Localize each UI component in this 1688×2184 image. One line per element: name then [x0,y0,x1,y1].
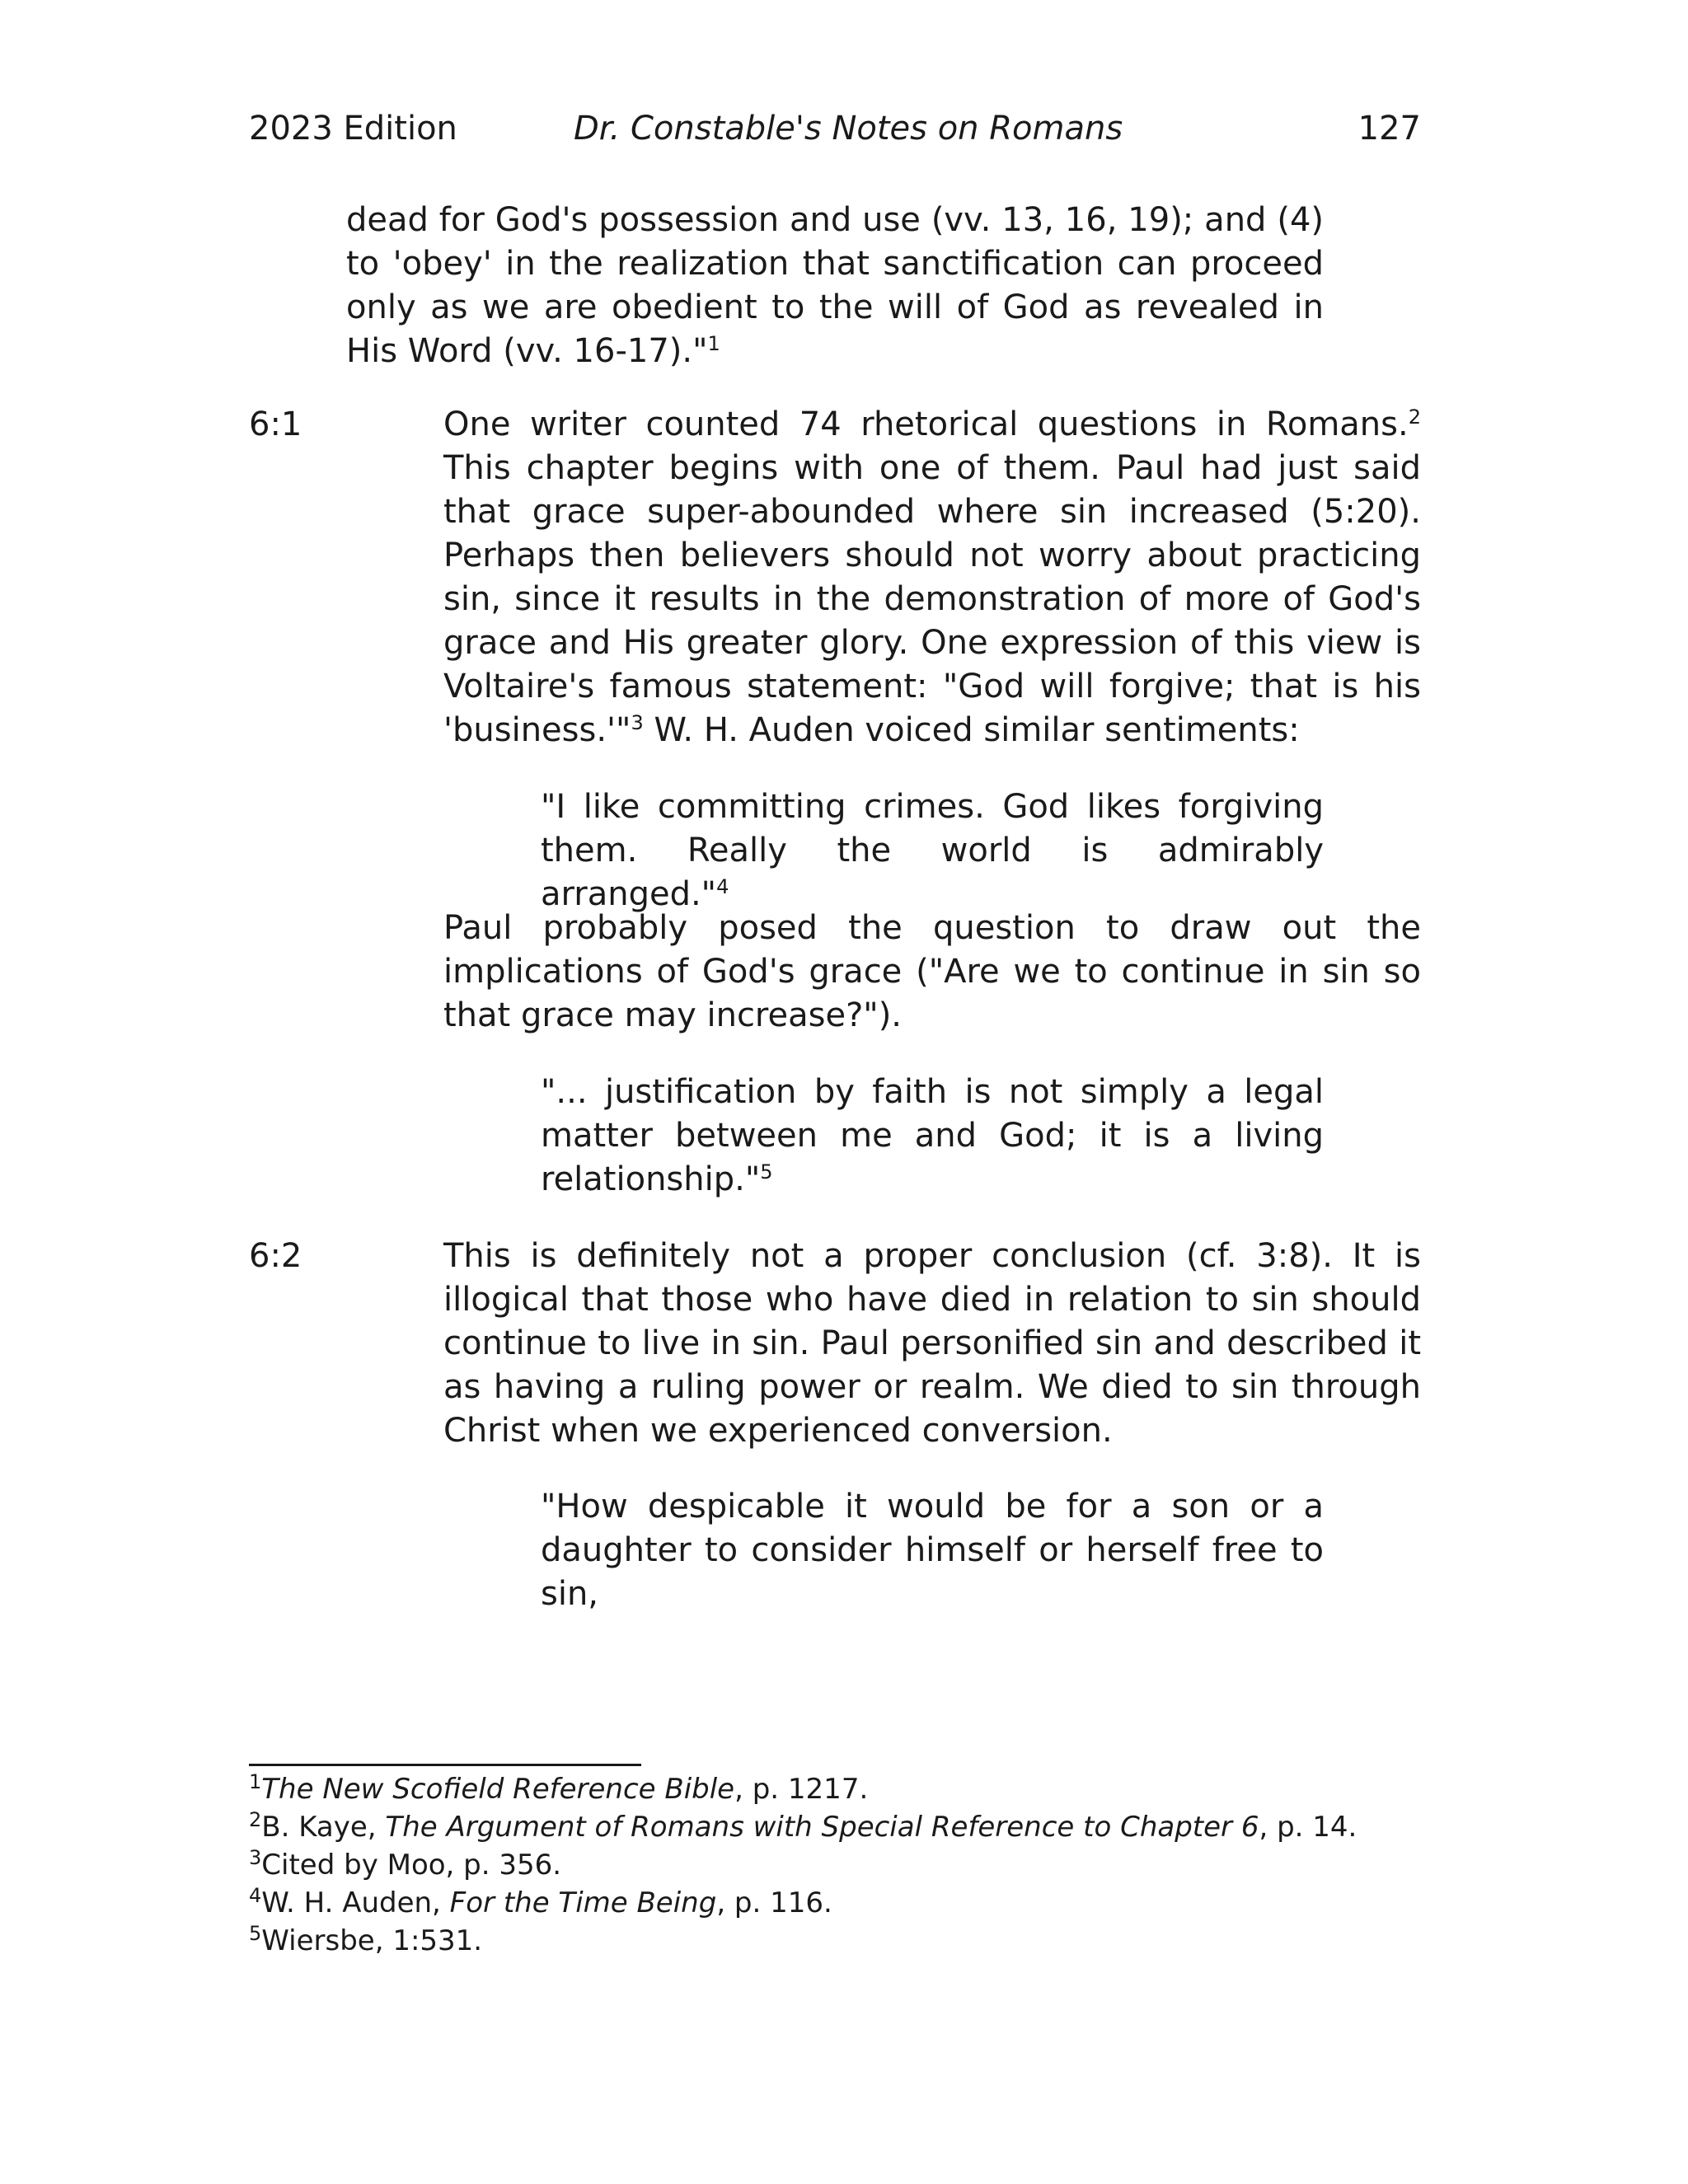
footnote-ref-1: 1 [707,332,720,355]
footnote-number: 5 [249,1922,262,1945]
footnote-1 [249,1770,868,1808]
verse-ref-6-1: 6:1 [249,405,302,443]
footnote-text: , p. 116. [716,1886,832,1919]
footnote-ref-4: 4 [716,875,729,898]
footnote-ref-3: 3 [631,711,644,734]
wiersbe-blockquote [541,1071,1324,1202]
footnote-ref-2: 2 [1408,405,1421,429]
blockquote-text: "How despicable it would be for a son or a daughter to consider himself or herself free to sin, [541,1488,1324,1613]
footnote-number: 4 [249,1884,262,1907]
footnote-number: 1 [249,1770,262,1793]
footnote-separator [249,1764,641,1766]
footnote-ref-5: 5 [760,1160,773,1183]
running-header [249,105,1421,152]
paragraph-text: One writer counted 74 rhetorical questions in Romans. [443,405,1409,443]
footnote-3 [249,1846,561,1884]
paragraph-text: This chapter begins with one of them. Paul had just said that grace super-abounded where sin increased (5:20). Perhaps then believers should not worry about practicing sin, since it results in the demonstration of more of God's grace and His greater glory. One expression of this view is Voltaire's famous statement: "God will forgive; that is his 'business.'" [443,449,1421,749]
footnote-text: , p. 1217. [734,1773,869,1806]
footnote-4 [249,1884,832,1922]
verse-ref-6-2: 6:2 [249,1237,302,1275]
page-number: 127 [1357,110,1421,148]
paragraph-text: This is definitely not a proper conclusion (cf. 3:8). It is illogical that those who have died in relation to sin should continue to live in sin. Paul personified sin and described it as having a ruling power or realm. We died to sin through Christ when we experienced conversion. [443,1237,1421,1450]
auden-blockquote [541,785,1324,916]
footnote-title: The New Scofield Reference Bible [261,1773,735,1806]
footnote-2 [249,1808,1357,1846]
blockquote-text: "I like committing crimes. God likes forgiving them. Really the world is admirably arranged." [541,788,1324,913]
blockquote-text: "... justification by faith is not simply a legal matter between me and God; it is a living relationship." [541,1073,1324,1198]
footnote-number: 3 [249,1846,262,1869]
verse-6-2-paragraph [443,1235,1421,1453]
edition-label: 2023 Edition [249,110,457,148]
despicable-blockquote [541,1485,1324,1616]
footnote-text: Cited by Moo, p. 356. [261,1849,562,1882]
footnote-5 [249,1922,482,1960]
footnote-title: The Argument of Romans with Special Reference to Chapter 6 [385,1811,1259,1844]
footnote-text: B. Kaye, [261,1811,386,1844]
footnote-text: W. H. Auden, [261,1886,450,1919]
verse-6-1-paragraph [443,403,1421,752]
book-title: Dr. Constable's Notes on Romans [574,110,1123,148]
footnote-text: , p. 14. [1259,1811,1357,1844]
paragraph-text: W. H. Auden voiced similar sentiments: [643,711,1300,749]
footnote-number: 2 [249,1808,262,1831]
continued-quote-text: dead for God's possession and use (vv. 13, 16, 19); and (4) to 'obey' in the realization that sanctification can proceed only as we are obedient to the will of God as revealed in His Word (vv. 16-17)." [346,201,1324,370]
footnote-title: For the Time Being [449,1886,717,1919]
verse-6-1-paragraph-2 [443,907,1421,1038]
continued-quote [346,199,1324,373]
paragraph-text: Paul probably posed the question to draw out the implications of God's grace ("Are we to continue in sin so that grace may increase?"). [443,909,1421,1034]
footnote-text: Wiersbe, 1:531. [261,1924,483,1957]
